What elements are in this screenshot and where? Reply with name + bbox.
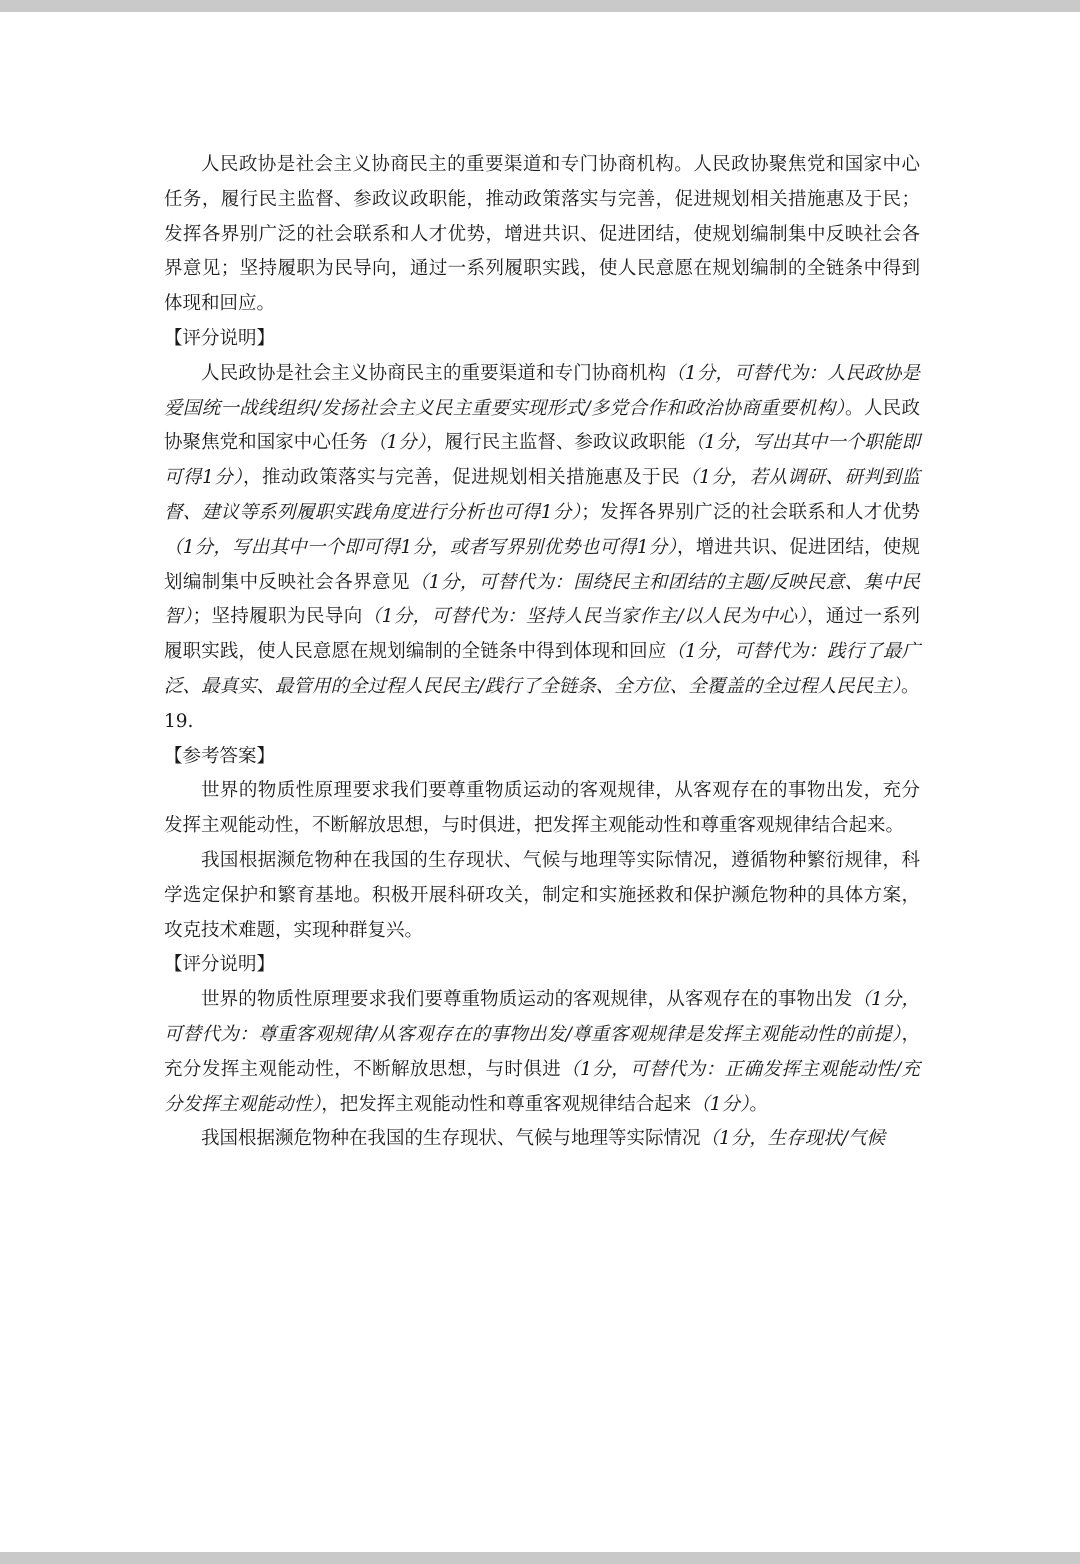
- scoring-note: （1分，生存现状/气候: [700, 1128, 886, 1150]
- scoring-paragraph: [164, 357, 920, 705]
- document-page: [164, 148, 920, 1157]
- scoring-text: ，把发挥主观能动性和尊重客观规律结合起来: [321, 1093, 692, 1115]
- scoring-text: 我国根据濒危物种在我国的生存现状、气候与地理等实际情况: [201, 1128, 701, 1150]
- scoring-text: ，推动政策落实与完善，促进规划相关措施惠及于民: [243, 467, 681, 489]
- scoring-text: ，通过一系列履职实践，使人民意愿在规划编制的全链条中得到体现和回应: [164, 606, 920, 663]
- scoring-note: （1分，可替代为：坚持人民当家作主/以人民为中心）: [362, 606, 807, 628]
- top-border-bar: [0, 0, 1080, 12]
- scoring-text: ；发挥各界别广泛的社会联系和人才优势: [581, 501, 920, 523]
- scoring-heading: 【评分说明】: [164, 954, 276, 976]
- scoring-text: ，履行民主监督、参政议政职能: [426, 432, 686, 454]
- scoring-note: （1分，写出其中一个即可得1分，或者写界别优势也可得1分）: [164, 536, 678, 558]
- scoring-text: ，增进共识、促进团结，使规划编制集中反映社会各界意见: [164, 536, 920, 593]
- bottom-border-bar: [0, 1552, 1080, 1564]
- scoring-text: 世界的物质性原理要求我们要尊重物质运动的客观规律，从客观存在的事物出发: [201, 989, 853, 1011]
- scoring-text: 。: [749, 1093, 768, 1115]
- scoring-text: ；坚持履职为民导向: [192, 606, 363, 628]
- answer-paragraph: 我国根据濒危物种在我国的生存现状、气候与地理等实际情况，遵循物种繁衍规律，科学选定保护和繁育基地。积极开展科研攻关，制定和实施拯救和保护濒危物种的具体方案，攻克技术难题，实现种群复兴。: [164, 849, 920, 941]
- scoring-paragraph: [164, 983, 920, 1122]
- scoring-note: （1分，若从调研、研判到监督、建议等系列履职实践角度进行分析也可得1分）: [164, 467, 920, 523]
- scoring-note: （1分，写出其中一个职能即可得1分）: [164, 432, 920, 489]
- answer-heading: 【参考答案】: [164, 745, 276, 767]
- scoring-text: 人民政协是社会主义协商民主的重要渠道和专门协商机构: [201, 362, 667, 384]
- answer-paragraph: 世界的物质性原理要求我们要尊重物质运动的客观规律，从客观存在的事物出发，充分发挥主观能动性，不断解放思想，与时俱进，把发挥主观能动性和尊重客观规律结合起来。: [164, 780, 920, 837]
- scoring-text: 。人民政协聚焦党和国家中心任务: [164, 397, 920, 454]
- scoring-paragraph: [164, 1122, 920, 1157]
- scoring-text: 。: [901, 675, 920, 697]
- scoring-note: （1分，可替代为：正确发挥主观能动性/充分发挥主观能动性）: [164, 1058, 920, 1115]
- scoring-note: （1分）: [367, 432, 427, 454]
- scoring-note: （1分，可替代为：践行了最广泛、最真实、最管用的全过程人民民主/践行了全链条、全方位、全覆盖的全过程人民民主）: [164, 641, 920, 697]
- scoring-heading: 【评分说明】: [164, 327, 276, 349]
- scoring-note: （1分，可替代为：尊重客观规律/从客观存在的事物出发/尊重客观规律是发挥主观能动性的前提）: [164, 989, 920, 1045]
- scoring-text: ，充分发挥主观能动性，不断解放思想，与时俱进: [164, 1023, 920, 1080]
- answer-paragraph: 人民政协是社会主义协商民主的重要渠道和专门协商机构。人民政协聚焦党和国家中心任务，履行民主监督、参政议政职能，推动政策落实与完善，促进规划相关措施惠及于民；发挥各界别广泛的社会联系和人才优势，增进共识、促进团结，使规划编制集中反映社会各界意见；坚持履职为民导向，通过一系列履职实践，使人民意愿在规划编制的全链条中得到体现和回应。: [164, 154, 920, 315]
- scoring-note: （1分，可替代为：围绕民主和团结的主题/反映民意、集中民智）: [164, 571, 920, 628]
- question-number: 19.: [164, 710, 194, 732]
- scoring-note: （1分，可替代为：人民政协是爱国统一战线组织/发扬社会主义民主重要实现形式/多党合作和政治协商重要机构）: [164, 362, 920, 419]
- scoring-note: （1分）: [691, 1093, 750, 1115]
